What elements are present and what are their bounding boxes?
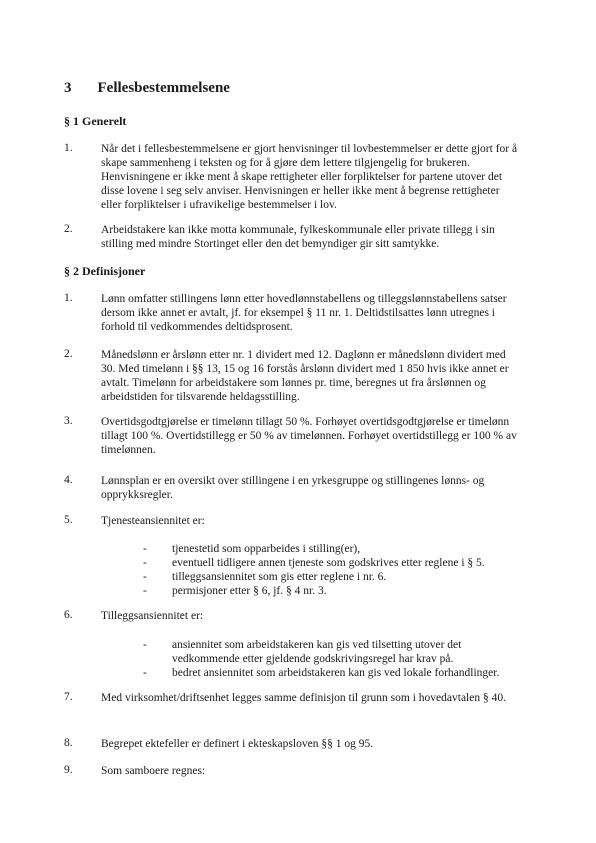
section-1-title: § 1 Generelt: [64, 114, 127, 128]
bullet-text: permisjoner etter § 6, jf. § 4 nr. 3.: [172, 585, 327, 597]
list-item: [143, 584, 523, 598]
s2-item-5-number: 5.: [64, 514, 73, 526]
s2-item-7-number: 7.: [64, 691, 73, 703]
s2-item-8-number: 8.: [64, 737, 73, 749]
s2-item-6-bullets: [143, 638, 523, 680]
s2-item-3-number: 3.: [64, 415, 73, 427]
s2-item-5-text: Tjenesteansiennitet er:: [101, 515, 205, 527]
s1-item-2-number: 2.: [64, 223, 73, 235]
bullet-dash: -: [143, 639, 147, 651]
list-item: [143, 666, 523, 680]
list-item: [143, 542, 523, 556]
s2-item-8-text: Begrepet ektefeller er definert i ekteskapsloven §§ 1 og 95.: [101, 738, 374, 750]
bullet-dash: -: [143, 667, 147, 679]
section-2-title: § 2 Definisjoner: [64, 264, 146, 278]
chapter-title: Fellesbestemmelsene: [97, 80, 230, 96]
s2-item-2-number: 2.: [64, 348, 73, 360]
s2-item-6-text: Tilleggsansiennitet er:: [101, 610, 204, 622]
s2-item-9-number: 9.: [64, 764, 73, 776]
bullet-text: eventuell tidligere annen tjeneste som godskrives etter reglene i § 5.: [172, 557, 485, 569]
s2-item-6-number: 6.: [64, 609, 73, 621]
bullet-text: tilleggsansiennitet som gis etter reglene i nr. 6.: [172, 571, 387, 583]
bullet-dash: -: [143, 585, 147, 597]
list-item: [143, 638, 523, 666]
bullet-text: ansiennitet som arbeidstakeren kan gis ved tilsetting utover det vedkommende etter gjeldende godskrivingsregel har krav på.: [172, 639, 462, 665]
s1-item-1-text: Når det i fellesbestemmelsene er gjort henvisninger til lovbestemmelser er dette gjort for å skape sammenheng i teksten og for å gjøre dem lettere tilgjengelig for brukeren. Henvisningene er ikke ment å skape rettigheter eller forpliktelser for partene utover det disse lovene i seg selv anviser. Henvisningen er heller ikke ment å begrense rettigheter eller forpliktelser i ufravikelige bestemmelser i lov.: [101, 143, 518, 211]
s2-item-9-text: Som samboere regnes:: [101, 765, 206, 777]
bullet-dash: -: [143, 557, 147, 569]
s2-item-2-text: Månedslønn er årslønn etter nr. 1 dividert med 12. Daglønn er månedslønn dividert med 30. Med timelønn i §§ 13, 15 og 16 forstås årslønn dividert med 1 850 hvis ikke annet er avtalt. Timelønn for arbeidstakere som lønnes pr. time, beregnes ut fra årslønnen og arbeidstiden for tilsvarende heldagsstilling.: [101, 349, 509, 403]
chapter-number: 3: [64, 80, 72, 96]
list-item: [143, 556, 523, 570]
bullet-text: bedret ansiennitet som arbeidstakeren kan gis ved lokale forhandlinger.: [172, 667, 500, 679]
s1-item-2-text: Arbeidstakere kan ikke motta kommunale, fylkeskommunale eller private tillegg i sin stilling med mindre Stortinget eller den det bemyndiger gir sitt samtykke.: [101, 224, 495, 250]
s2-item-5-bullets: [143, 542, 523, 598]
bullet-text: tjenestetid som opparbeides i stilling(er),: [172, 543, 361, 555]
s2-item-1-text: Lønn omfatter stillingens lønn etter hovedlønnstabellens og tilleggslønnstabellens satser dersom ikke annet er avtalt, jf. for eksempel § 11 nr. 1. Deltidstilsattes lønn utregnes i forhold til vedkommendes deltidsprosent.: [101, 293, 507, 333]
s2-item-4-text: Lønnsplan er en oversikt over stillingene i en yrkesgruppe og stillingenes lønns- og opprykksregler.: [101, 475, 485, 501]
s1-item-1-number: 1.: [64, 142, 73, 154]
s2-item-4-number: 4.: [64, 474, 73, 486]
bullet-dash: -: [143, 571, 147, 583]
list-item: [143, 570, 523, 584]
s2-item-1-number: 1.: [64, 292, 73, 304]
s2-item-7-text: Med virksomhet/driftsenhet legges samme definisjon til grunn som i hovedavtalen § 40.: [101, 692, 506, 704]
chapter-heading: [64, 80, 230, 97]
bullet-dash: -: [143, 543, 147, 555]
s2-item-3-text: Overtidsgodtgjørelse er timelønn tillagt 50 %. Forhøyet overtidsgodtgjørelse er timelønn tillagt 100 %. Overtidstillegg er 50 % av timelønnen. Forhøyet overtidstillegg er 100 % av timelønnen.: [101, 416, 517, 456]
